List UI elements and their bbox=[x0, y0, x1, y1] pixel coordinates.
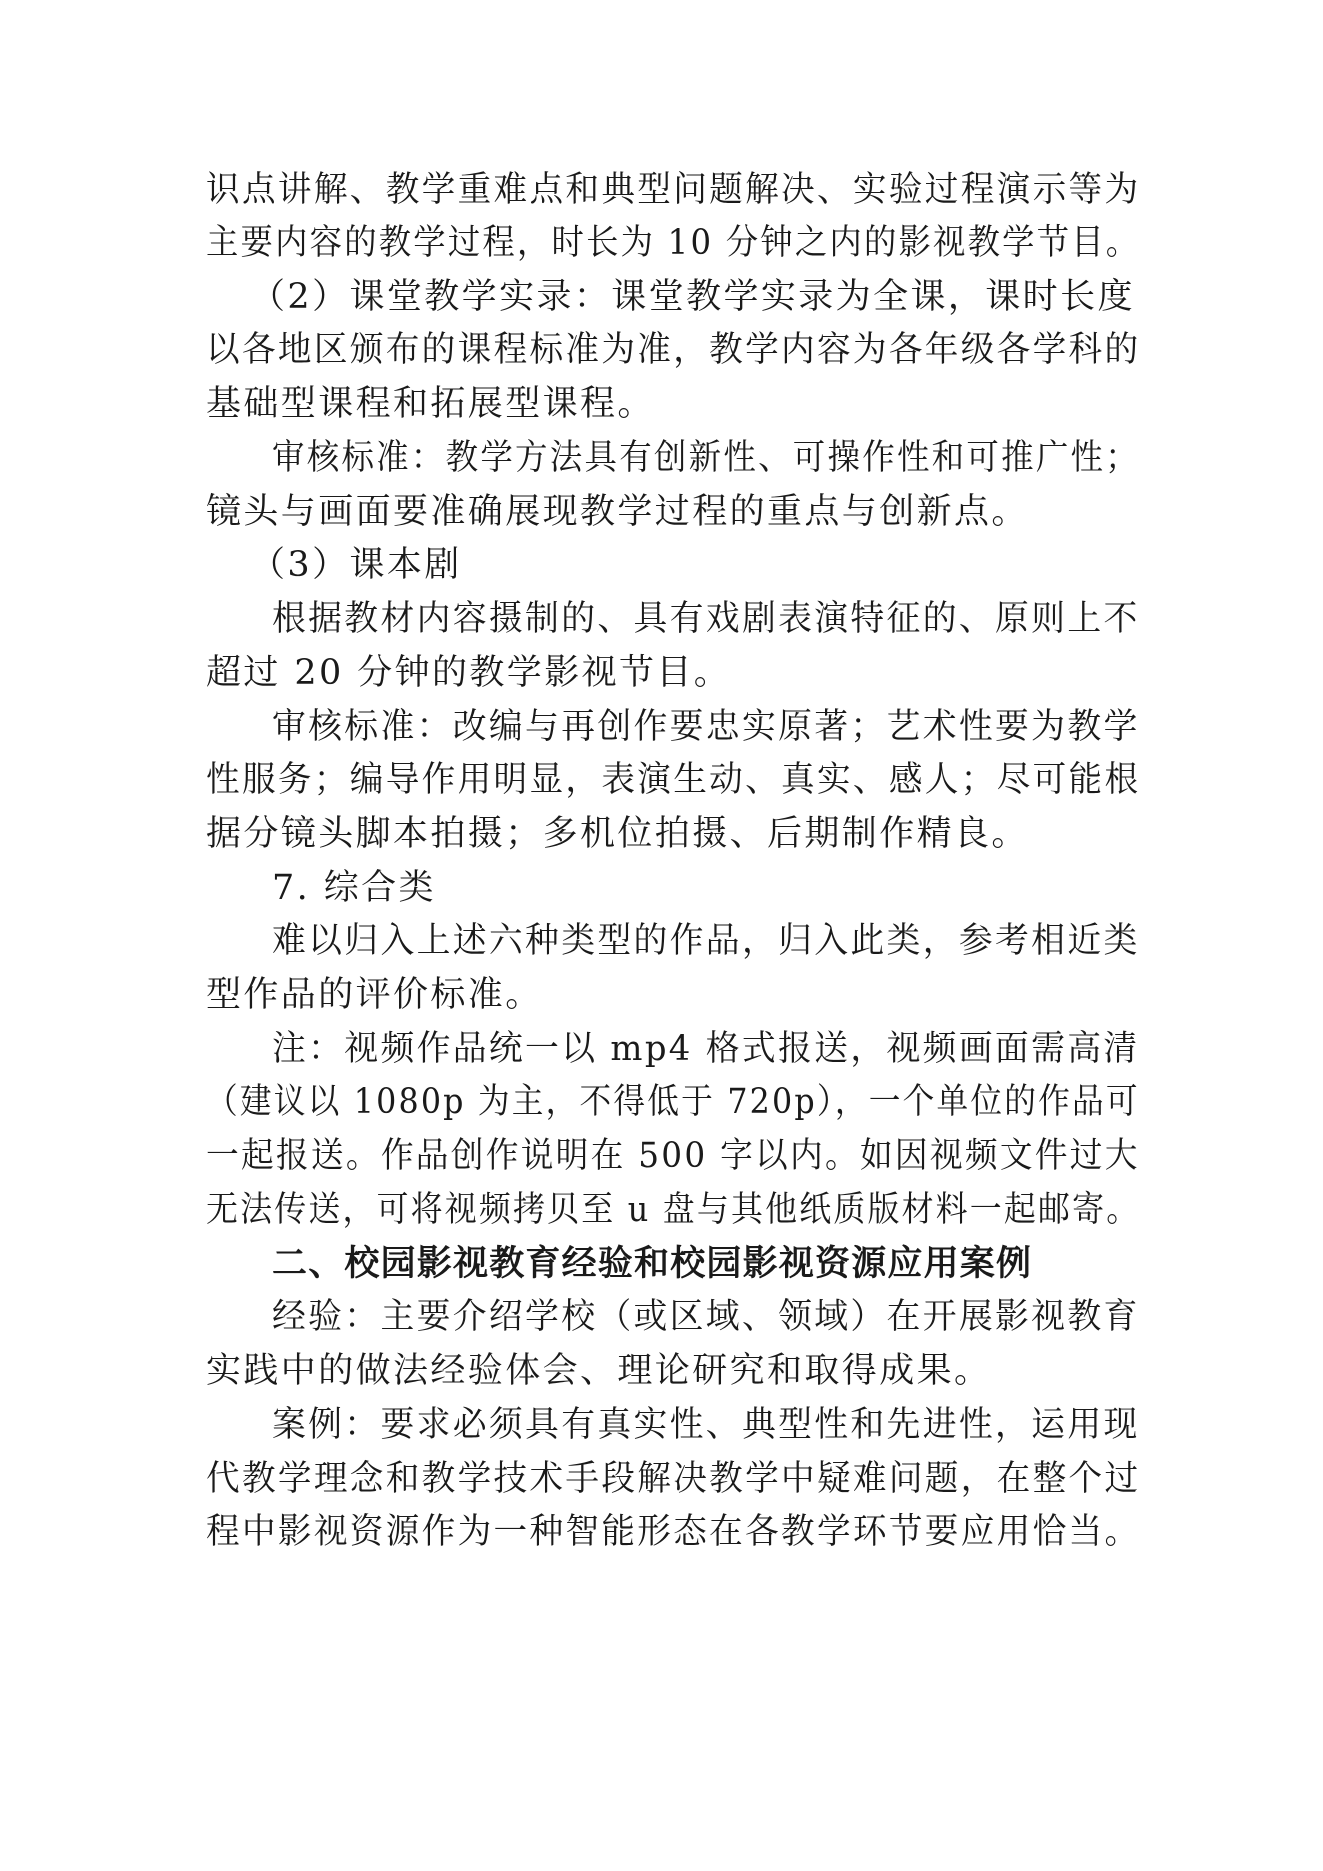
text-line: 识点讲解、教学重难点和典型问题解决、实验过程演示等为 bbox=[206, 170, 1141, 210]
text-line: （建议以 1080p 为主，不得低于 720p），一个单位的作品可 bbox=[206, 1082, 1140, 1122]
paragraph-first-line: 难以归入上述六种类型的作品，归入此类，参考相近类 bbox=[272, 921, 1140, 961]
subsection-title: （3）课本剧 bbox=[250, 545, 462, 585]
text-line: 镜头与画面要准确展现教学过程的重点与创新点。 bbox=[206, 492, 1029, 532]
text-line: 一起报送。作品创作说明在 500 字以内。如因视频文件过大 bbox=[206, 1136, 1140, 1176]
paragraph-first-line: 审核标准：教学方法具有创新性、可操作性和可推广性； bbox=[272, 438, 1141, 478]
text-line: 代教学理念和教学技术手段解决教学中疑难问题，在整个过 bbox=[206, 1459, 1141, 1499]
paragraph-first-line: （2）课堂教学实录：课堂教学实录为全课，课时长度 bbox=[250, 277, 1135, 317]
paragraph-first-line: 经验：主要介绍学校（或区域、领域）在开展影视教育 bbox=[272, 1297, 1140, 1337]
text-line: 程中影视资源作为一种智能形态在各教学环节要应用恰当。 bbox=[206, 1512, 1141, 1552]
text-line: 超过 20 分钟的教学影视节目。 bbox=[206, 653, 732, 693]
paragraph-first-line: 审核标准：改编与再创作要忠实原著；艺术性要为教学 bbox=[272, 707, 1140, 747]
text-line: 以各地区颁布的课程标准为准，教学内容为各年级各学科的 bbox=[206, 330, 1141, 370]
section-heading: 二、校园影视教育经验和校园影视资源应用案例 bbox=[272, 1244, 1033, 1284]
paragraph-first-line: 案例：要求必须具有真实性、典型性和先进性，运用现 bbox=[272, 1405, 1140, 1445]
text-line: 性服务；编导作用明显，表演生动、真实、感人；尽可能根 bbox=[206, 760, 1141, 800]
text-line: 据分镜头脚本拍摄；多机位拍摄、后期制作精良。 bbox=[206, 814, 1029, 854]
text-line: 实践中的做法经验体会、理论研究和取得成果。 bbox=[206, 1351, 992, 1391]
text-line: 无法传送，可将视频拷贝至 u 盘与其他纸质版材料一起邮寄。 bbox=[206, 1190, 1141, 1230]
subsection-title: 7. 综合类 bbox=[272, 868, 436, 908]
text-line: 型作品的评价标准。 bbox=[206, 975, 543, 1015]
text-line: 主要内容的教学过程，时长为 10 分钟之内的影视教学节目。 bbox=[206, 223, 1141, 263]
paragraph-first-line: 根据教材内容摄制的、具有戏剧表演特征的、原则上不 bbox=[272, 599, 1140, 639]
paragraph-first-line: 注：视频作品统一以 mp4 格式报送，视频画面需高清 bbox=[272, 1029, 1140, 1069]
text-line: 基础型课程和拓展型课程。 bbox=[206, 384, 655, 424]
